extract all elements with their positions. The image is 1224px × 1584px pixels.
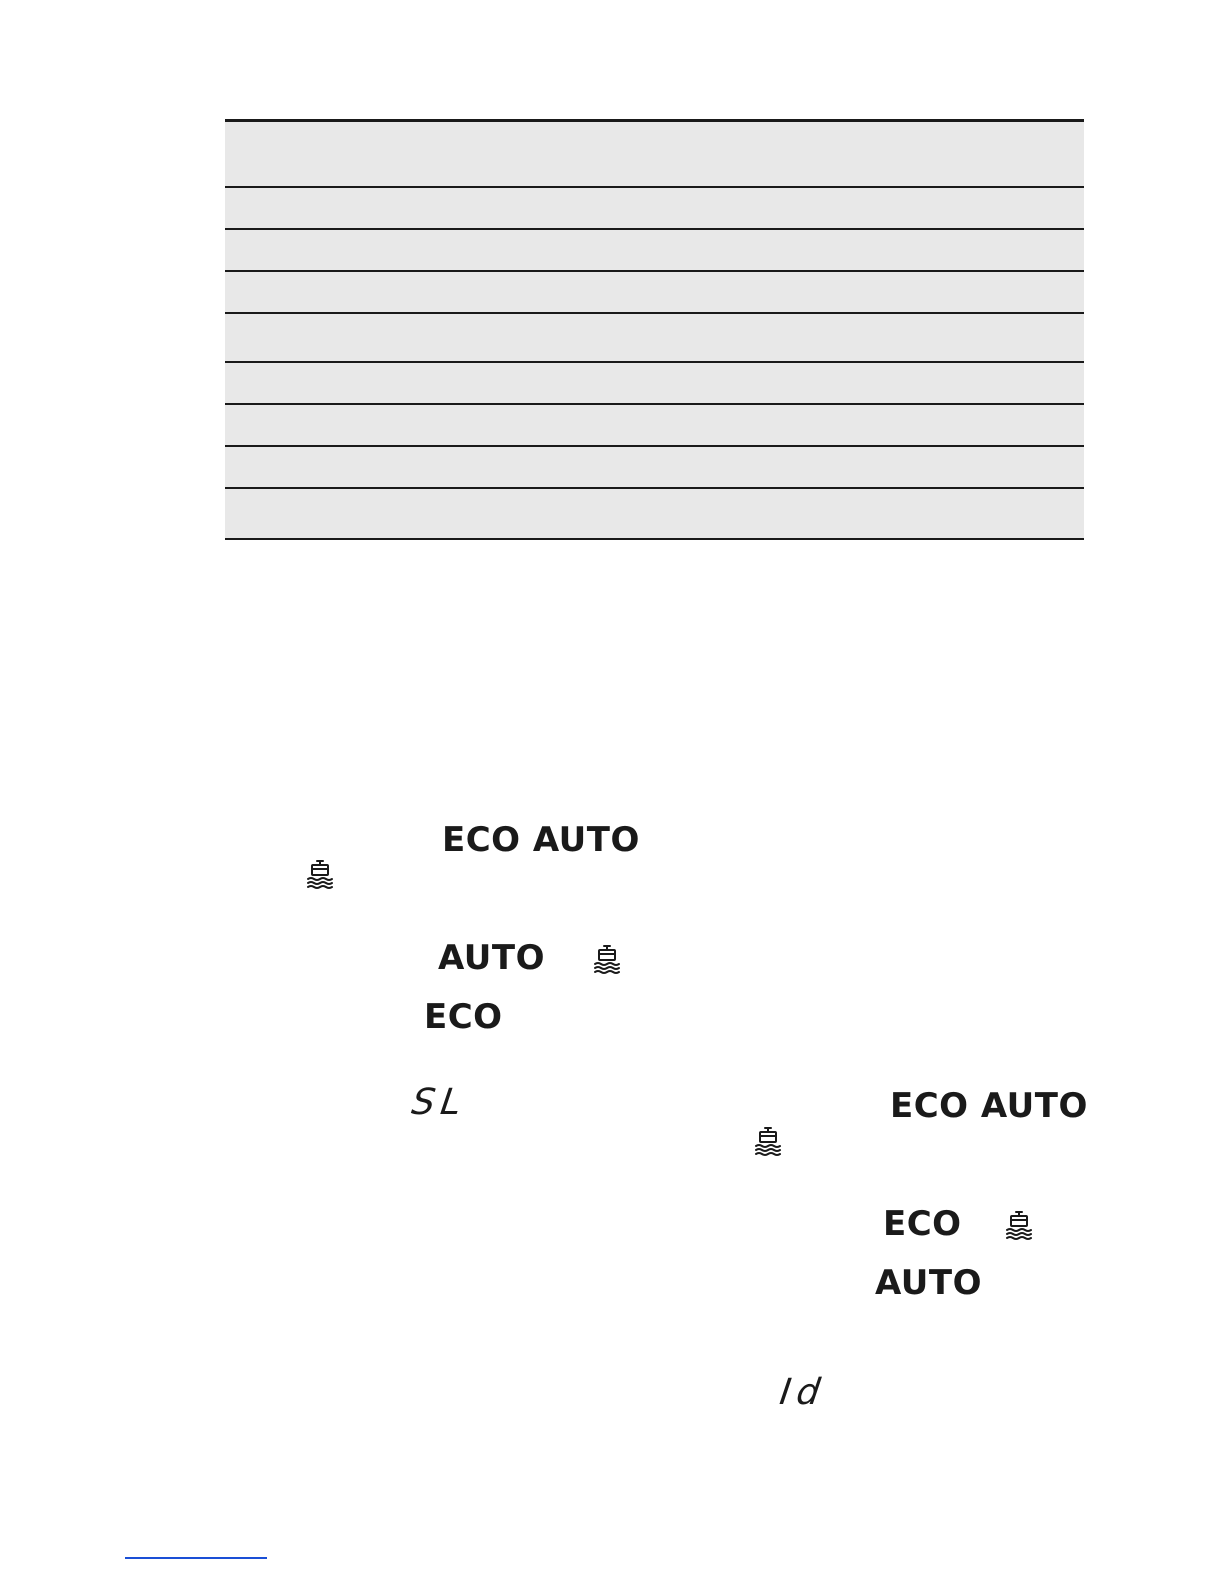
- table-row: [225, 272, 1084, 314]
- auto-label: AUTO: [875, 1263, 982, 1303]
- pot-steam-icon: [1004, 1209, 1034, 1243]
- eco-label: ECO: [883, 1204, 962, 1244]
- table-row: [225, 188, 1084, 230]
- footer-link-underline[interactable]: [125, 1557, 267, 1559]
- table-row: [225, 489, 1084, 540]
- table-row: [225, 230, 1084, 272]
- pot-steam-icon: [592, 943, 622, 977]
- table-row: [225, 447, 1084, 489]
- pot-steam-icon: [305, 858, 335, 892]
- auto-label: AUTO: [438, 938, 545, 978]
- display-code-id: Id: [777, 1372, 829, 1413]
- settings-table: [225, 119, 1084, 540]
- eco-auto-label: ECO AUTO: [890, 1086, 1088, 1126]
- pot-steam-icon: [753, 1125, 783, 1159]
- table-header-row: [225, 122, 1084, 188]
- eco-auto-label: ECO AUTO: [442, 820, 640, 860]
- eco-label: ECO: [424, 997, 503, 1037]
- display-code-sl: SL: [409, 1082, 470, 1123]
- table-row: [225, 363, 1084, 405]
- table-row: [225, 405, 1084, 447]
- table-row: [225, 314, 1084, 363]
